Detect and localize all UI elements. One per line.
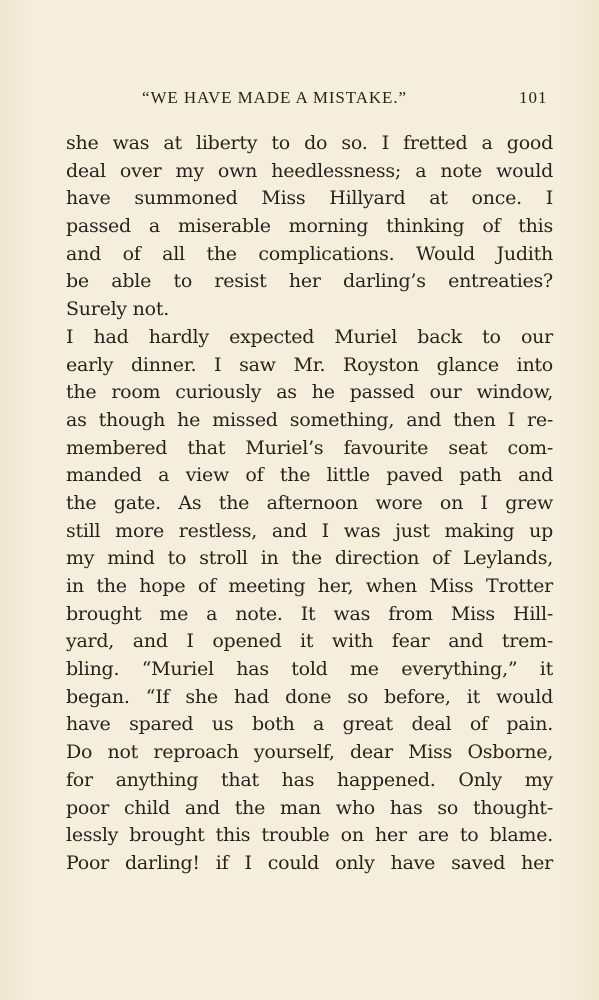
text-line: early dinner. I saw Mr. Royston glance into bbox=[66, 353, 553, 376]
text-line: as though he missed something, and then I re- bbox=[66, 408, 553, 431]
text-line: passed a miserable morning thinking of this bbox=[66, 215, 553, 238]
text-line: my mind to stroll in the direction of Leylands, bbox=[66, 547, 553, 570]
text-line: brought me a note. It was from Miss Hill- bbox=[66, 602, 553, 625]
text-line: for anything that has happened. Only my bbox=[66, 768, 553, 791]
page-number: 101 bbox=[519, 88, 548, 107]
running-head: “WE HAVE MADE A MISTAKE.” bbox=[142, 88, 407, 107]
text-line: she was at liberty to do so. I fretted a good bbox=[66, 132, 553, 154]
text-line: and of all the complications. Would Judith bbox=[66, 242, 553, 265]
text-line: have summoned Miss Hillyard at once. I bbox=[66, 187, 553, 210]
text-line: manded a view of the little paved path and bbox=[66, 464, 553, 487]
text-line: be able to resist her darling’s entreaties? bbox=[66, 270, 553, 293]
text-line: bling. “Muriel has told me everything,” it bbox=[66, 658, 553, 681]
text-line: Poor darling! if I could only have saved her bbox=[66, 851, 553, 874]
paragraph-start-line: I had hardly expected Muriel back to our bbox=[66, 325, 553, 348]
text-line: deal over my own heedlessness; a note would bbox=[66, 159, 553, 182]
text-line: the gate. As the afternoon wore on I grew bbox=[66, 491, 553, 514]
text-line: Surely not. bbox=[66, 298, 170, 321]
text-line: poor child and the man who has so thought- bbox=[66, 796, 553, 819]
text-line: yard, and I opened it with fear and trem- bbox=[66, 630, 553, 653]
text-line: the room curiously as he passed our window, bbox=[66, 381, 553, 404]
text-line: began. “If she had done so before, it would bbox=[66, 685, 553, 708]
body-text bbox=[66, 130, 553, 878]
text-line: in the hope of meeting her, when Miss Trotter bbox=[66, 575, 553, 597]
text-line: membered that Muriel’s favourite seat com- bbox=[66, 436, 553, 459]
text-line: have spared us both a great deal of pain. bbox=[66, 713, 553, 736]
text-line: lessly brought this trouble on her are to blame. bbox=[66, 824, 553, 847]
text-line: still more restless, and I was just making up bbox=[66, 519, 553, 542]
text-line: Do not reproach yourself, dear Miss Osborne, bbox=[66, 741, 553, 764]
